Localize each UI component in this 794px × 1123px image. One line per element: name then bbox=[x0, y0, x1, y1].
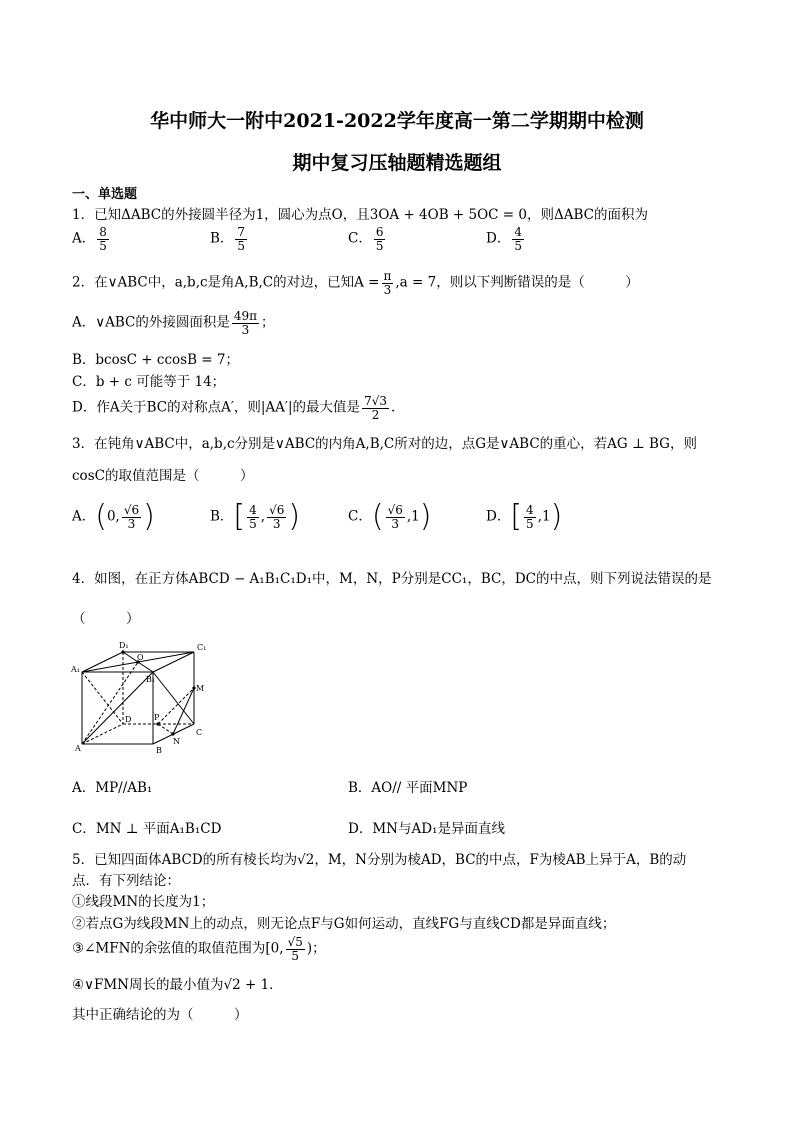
question-3-option-b: B．[ $\frac{4}{5}$ , $\frac{√6}{3}$ ) bbox=[210, 499, 301, 534]
option-text: D．作A关于BC的对称点A′，则|AA′|的最大值是 bbox=[72, 399, 361, 416]
conclusion-text: ③∠MFN的余弦值的取值范围为[0, bbox=[72, 940, 284, 957]
question-3-option-a bbox=[72, 499, 155, 534]
numerator: 4 bbox=[249, 502, 257, 517]
open-paren: ( bbox=[95, 499, 107, 534]
option-a bbox=[72, 226, 111, 252]
fraction bbox=[286, 936, 305, 962]
option-label: B． bbox=[210, 508, 234, 525]
question-2-option-a bbox=[72, 310, 275, 336]
question-4-line-1: 4．如图，在正方体ABCD − A₁B₁C₁D₁中，M，N，P分别是CC₁，BC，DC的中点，则下列说法错误的是 bbox=[72, 571, 712, 587]
interval-end: ,1 bbox=[537, 508, 551, 525]
numerator: 4 bbox=[514, 225, 522, 239]
question-4-option-b: B．AO// 平面MNP bbox=[348, 780, 468, 796]
hidden-line-p-n bbox=[158, 724, 173, 734]
denominator: 5 bbox=[291, 948, 300, 963]
option-label: C． bbox=[348, 230, 372, 247]
option-c bbox=[348, 226, 387, 252]
question-2-option-b: B．bcosC + ccosB = 7； bbox=[72, 352, 239, 368]
question-2-stem bbox=[72, 270, 639, 296]
fraction bbox=[512, 226, 524, 252]
question-4-line-2: （ ） bbox=[72, 611, 140, 627]
denominator: 3 bbox=[391, 516, 400, 531]
question-1-stem: 1．已知ΔABC的外接圆半径为1，圆心为点O，且3OA + 4OB + 5OC = 0，则ΔABC的面积为 bbox=[72, 207, 648, 223]
open-bracket: [ bbox=[510, 499, 523, 534]
question-3-option-d bbox=[486, 499, 563, 534]
label-o: O bbox=[137, 653, 144, 662]
numerator: 6 bbox=[375, 225, 384, 239]
conclusion-2: ②若点G为线段MN上的动点，则无论点F与G如何运动，直线FG与直线CD都是异面直线； bbox=[72, 916, 616, 932]
edge-c1-b1 bbox=[153, 652, 194, 672]
numerator: √5 bbox=[287, 935, 303, 949]
numerator: √6 bbox=[269, 502, 285, 517]
fraction bbox=[267, 504, 286, 530]
close-paren: ) bbox=[550, 499, 563, 534]
numerator: 4 bbox=[526, 502, 534, 517]
label-n: N bbox=[173, 737, 180, 746]
numerator: √6 bbox=[123, 502, 140, 517]
denominator: 5 bbox=[514, 238, 522, 253]
fraction bbox=[386, 504, 405, 530]
label-p: P bbox=[154, 713, 160, 722]
denominator: 5 bbox=[526, 516, 534, 531]
question-5-line-1: 5．已知四面体ABCD的所有棱长均为√2，M，N分别为棱AD，BC的中点，F为棱AB上异于A，B的动 bbox=[72, 852, 687, 868]
fraction bbox=[362, 395, 389, 421]
close-paren: ) bbox=[143, 499, 155, 534]
numerator: 7√3 bbox=[364, 394, 387, 408]
option-text: A．∨ABC的外接圆面积是 bbox=[72, 314, 230, 331]
conclusion-3 bbox=[72, 936, 326, 962]
option-label: A． bbox=[72, 230, 96, 247]
close-paren: ) bbox=[288, 499, 301, 534]
numerator: 7 bbox=[237, 225, 246, 239]
hidden-edge-a-d bbox=[82, 724, 123, 744]
numerator: 49π bbox=[233, 309, 258, 323]
numerator: 8 bbox=[99, 225, 107, 239]
conclusion-text: )； bbox=[306, 940, 326, 957]
option-b bbox=[210, 226, 249, 252]
fraction bbox=[235, 226, 247, 252]
label-a: A bbox=[75, 744, 81, 753]
denominator: 5 bbox=[375, 238, 384, 253]
numerator: π bbox=[383, 269, 392, 283]
cube-figure bbox=[70, 638, 220, 753]
question-4-option-d: D．MN与AD₁是异面直线 bbox=[348, 821, 505, 837]
diag-a-b1 bbox=[82, 672, 156, 744]
close-paren: ) bbox=[419, 499, 432, 534]
option-label: D． bbox=[486, 508, 511, 525]
denominator: 5 bbox=[99, 238, 107, 253]
stem-part: 2．在∨ABC中，a,b,c是角A,B,C的对边，已知A = bbox=[72, 274, 380, 291]
label-m: M bbox=[196, 684, 205, 693]
hidden-diag-a1-d bbox=[82, 672, 123, 724]
interval-end: ,1 bbox=[406, 508, 420, 525]
question-3-line-2: cosC的取值范围是（ ） bbox=[72, 468, 254, 484]
point-n bbox=[171, 732, 174, 735]
conclusion-4: ④∨FMN周长的最小值为√2 + 1． bbox=[72, 977, 283, 993]
question-3-option-c bbox=[348, 499, 432, 534]
option-label: B． bbox=[210, 230, 234, 247]
option-label: D． bbox=[486, 230, 511, 247]
conclusion-1: ①线段MN的长度为1； bbox=[72, 894, 215, 910]
page-title: 华中师大一附中2021-2022学年度高一第二学期期中检测 bbox=[150, 110, 644, 132]
option-d bbox=[486, 226, 526, 252]
option-label: C． bbox=[348, 508, 372, 525]
label-c1: C₁ bbox=[197, 643, 207, 652]
label-b: B bbox=[156, 746, 162, 753]
hidden-line-p-m bbox=[158, 688, 194, 724]
point-p bbox=[156, 722, 159, 725]
fraction bbox=[122, 504, 141, 530]
option-label: A． bbox=[72, 508, 96, 525]
option-text: . bbox=[390, 399, 396, 416]
fraction bbox=[97, 226, 109, 252]
question-4-option-c: C．MN ⊥ 平面A₁B₁CD bbox=[72, 821, 222, 837]
fraction bbox=[524, 504, 536, 530]
label-d1: D₁ bbox=[119, 641, 129, 650]
fraction bbox=[232, 310, 259, 336]
denominator: 2 bbox=[371, 407, 380, 422]
label-a1: A₁ bbox=[71, 665, 80, 674]
question-2-option-c: C．b + c 可能等于 14； bbox=[72, 374, 226, 390]
label-d: D bbox=[125, 715, 132, 724]
open-paren: ( bbox=[371, 499, 384, 534]
fraction bbox=[374, 226, 386, 252]
denominator: 3 bbox=[383, 282, 392, 297]
denominator: 5 bbox=[237, 238, 246, 253]
fraction bbox=[247, 504, 259, 530]
denominator: 3 bbox=[241, 322, 250, 337]
option-text: ； bbox=[261, 314, 275, 331]
denominator: 3 bbox=[127, 516, 136, 531]
denominator: 5 bbox=[249, 516, 257, 531]
hidden-line-a-o bbox=[82, 662, 138, 744]
numerator: √6 bbox=[387, 502, 403, 517]
question-5-line-2: 点．有下列结论： bbox=[72, 873, 180, 889]
interval-start: 0, bbox=[106, 508, 120, 525]
open-bracket: [ bbox=[233, 499, 246, 534]
question-2-option-d bbox=[72, 395, 395, 421]
fraction bbox=[382, 270, 394, 296]
question-4-option-a: A．MP//AB₁ bbox=[72, 780, 153, 796]
edge-a1-d1 bbox=[82, 652, 123, 672]
page-subtitle: 期中复习压轴题精选题组 bbox=[292, 152, 502, 174]
point-d1 bbox=[121, 650, 124, 653]
question-3-line-1: 3．在钝角∨ABC中，a,b,c分别是∨ABC的内角A,B,C所对的边，点G是∨ABC的重心，若AG ⊥ BG，则 bbox=[72, 436, 697, 452]
label-b1: B₁ bbox=[146, 675, 156, 684]
question-5-ask: 其中正确结论的为（ ） bbox=[72, 1007, 248, 1023]
stem-part: ,a = 7，则以下判断错误的是（ ） bbox=[395, 274, 639, 291]
line-m-n bbox=[173, 688, 194, 734]
section-heading: 一、单选题 bbox=[72, 187, 138, 202]
denominator: 3 bbox=[272, 516, 281, 531]
label-c: C bbox=[196, 728, 203, 737]
